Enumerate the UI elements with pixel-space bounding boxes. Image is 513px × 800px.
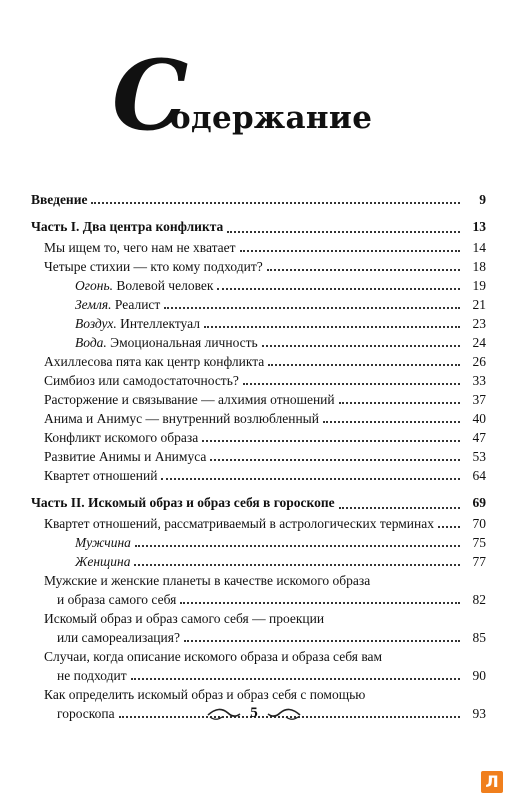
toc-entry-label — [44, 466, 157, 485]
toc-entry-page: 21 — [472, 297, 486, 312]
toc-entry-label — [44, 409, 319, 428]
watermark-logo — [481, 771, 503, 793]
toc-heading — [112, 39, 412, 152]
toc-entry-page: 26 — [472, 354, 486, 369]
toc-entry-text: Волевой человек — [112, 278, 214, 293]
toc-entry-label-line1: Как определить искомый образ и образ себя с помощью — [44, 687, 366, 702]
toc-entry-label-line1: Случаи, когда описание искомого образа и образа себя вам — [44, 649, 383, 664]
toc-entry[interactable] — [31, 371, 486, 390]
toc-entry-label — [44, 371, 239, 390]
toc-entry-label — [31, 190, 87, 209]
toc-entry-label — [57, 666, 127, 685]
dot-leader — [180, 601, 460, 604]
toc-entry-text: Развитие Анимы и Анимуса — [44, 449, 207, 464]
toc-entry-page: 53 — [472, 449, 486, 464]
toc-entry-page: 24 — [472, 335, 486, 350]
toc-entry-page: 93 — [472, 706, 486, 721]
toc-entry-label — [44, 390, 335, 409]
toc-entry[interactable] — [31, 409, 486, 428]
toc-entry-text: Квартет отношений, рассматриваемый в астрологических терминах — [44, 516, 434, 531]
dot-leader — [227, 230, 460, 233]
toc-entry-text: Часть I. Два центра конфликта — [31, 219, 224, 234]
dot-leader — [268, 363, 460, 366]
toc-entry-label — [75, 314, 200, 333]
dot-leader — [135, 544, 460, 547]
toc-entry-text: Ахиллесова пята как центр конфликта — [44, 354, 265, 369]
toc-entry-text: или самореализация? — [57, 630, 180, 645]
toc-entry[interactable] — [31, 647, 486, 685]
dot-leader — [243, 382, 460, 385]
toc-entry[interactable] — [31, 333, 486, 352]
toc-entry-text: и образа самого себя — [57, 592, 177, 607]
toc-entry-label — [75, 333, 258, 352]
toc-part-entry[interactable] — [31, 491, 486, 514]
table-of-contents — [31, 190, 486, 723]
toc-entry-term: Вода. — [75, 335, 107, 350]
toc-entry-page: 23 — [472, 316, 486, 331]
toc-entry-page: 37 — [472, 392, 486, 407]
toc-entry-label — [44, 352, 264, 371]
toc-entry[interactable] — [31, 571, 486, 609]
toc-entry-text: Четыре стихии — кто кому подходит? — [44, 259, 263, 274]
heading-drop-cap: С — [112, 39, 189, 152]
toc-entry[interactable] — [31, 428, 486, 447]
toc-entry[interactable] — [31, 314, 486, 333]
toc-entry[interactable] — [31, 390, 486, 409]
toc-entry-text: Расторжение и связывание — алхимия отношений — [44, 392, 335, 407]
toc-entry-page: 82 — [472, 592, 486, 607]
toc-entry-label — [75, 533, 131, 552]
toc-entry-page: 9 — [479, 192, 486, 207]
dot-leader — [438, 525, 460, 528]
toc-entry-page: 75 — [472, 535, 486, 550]
dot-leader — [217, 287, 460, 290]
toc-entry-page: 69 — [472, 495, 486, 510]
toc-entry-page: 40 — [472, 411, 486, 426]
toc-entry-label — [31, 491, 335, 514]
toc-entry-text: Эмоциональная личность — [106, 335, 258, 350]
toc-entry-label — [57, 628, 180, 647]
toc-entry-label — [44, 428, 198, 447]
heading-title: одержание — [170, 100, 373, 136]
dot-leader — [339, 401, 460, 404]
toc-entry-label-line1: Искомый образ и образ самого себя — проекции — [44, 611, 325, 626]
toc-entry-label — [75, 276, 213, 295]
toc-entry-text: Квартет отношений — [44, 468, 158, 483]
toc-entry-label — [75, 295, 160, 314]
toc-entry[interactable] — [31, 238, 486, 257]
toc-entry[interactable] — [31, 257, 486, 276]
toc-entry[interactable] — [31, 609, 486, 647]
toc-entry-text: Введение — [31, 192, 88, 207]
dot-leader — [240, 249, 460, 252]
toc-entry-label — [31, 215, 223, 238]
dot-leader — [161, 477, 460, 480]
dot-leader — [202, 439, 460, 442]
toc-entry-page: 47 — [472, 430, 486, 445]
toc-entry-page: 33 — [472, 373, 486, 388]
dot-leader — [204, 325, 460, 328]
toc-entry-text: Симбиоз или самодостаточность? — [44, 373, 239, 388]
dot-leader — [164, 306, 460, 309]
toc-entry-page: 19 — [472, 278, 486, 293]
toc-entry-text: гороскопа — [57, 706, 115, 721]
toc-entry-page: 14 — [472, 240, 486, 255]
toc-entry-page: 77 — [472, 554, 486, 569]
toc-entry-page: 90 — [472, 668, 486, 683]
dot-leader — [131, 677, 460, 680]
toc-entry-term: Земля. — [75, 297, 112, 312]
toc-entry-text: Реалист — [111, 297, 161, 312]
page-number: 5 — [250, 705, 258, 721]
toc-entry-label-line1: Мужские и женские планеты в качестве искомого образа — [44, 573, 371, 588]
dot-leader — [339, 506, 460, 509]
toc-entry-label — [44, 514, 434, 533]
toc-entry[interactable] — [31, 552, 486, 571]
toc-entry-page: 18 — [472, 259, 486, 274]
watermark-letter: Л — [485, 772, 499, 791]
toc-entry[interactable] — [31, 352, 486, 371]
toc-entry-term: Мужчина — [75, 535, 131, 550]
toc-entry-label — [44, 257, 263, 276]
dot-leader — [210, 458, 460, 461]
dot-leader — [323, 420, 460, 423]
toc-entry-text: Интеллектуал — [116, 316, 200, 331]
toc-entry-text: Конфликт искомого образа — [44, 430, 199, 445]
toc-entry-label — [57, 704, 115, 723]
toc-entry-text: не подходит — [57, 668, 127, 683]
toc-entry-label — [75, 552, 130, 571]
toc-entry[interactable] — [31, 295, 486, 314]
toc-entry-page: 13 — [472, 219, 486, 234]
toc-entry[interactable] — [31, 533, 486, 552]
dot-leader — [184, 639, 460, 642]
toc-entry-text: Мы ищем то, чего нам не хватает — [44, 240, 236, 255]
dot-leader — [267, 268, 460, 271]
toc-entry-text: Анима и Анимус — внутренний возлюбленный — [44, 411, 319, 426]
toc-entry-term: Женщина — [75, 554, 131, 569]
toc-part-entry[interactable] — [31, 215, 486, 238]
toc-part-entry[interactable] — [31, 190, 486, 209]
toc-entry-term: Воздух. — [75, 316, 117, 331]
toc-entry[interactable] — [31, 447, 486, 466]
dot-leader — [262, 344, 460, 347]
toc-entry-label — [57, 590, 176, 609]
toc-entry-label — [44, 447, 206, 466]
dot-leader — [91, 201, 460, 204]
toc-entry-label — [44, 238, 236, 257]
toc-entry[interactable] — [31, 276, 486, 295]
toc-entry-term: Огонь. — [75, 278, 113, 293]
toc-entry[interactable] — [31, 514, 486, 533]
toc-entry-page: 85 — [472, 630, 486, 645]
dot-leader — [134, 563, 460, 566]
toc-entry-page: 70 — [472, 516, 486, 531]
toc-entry[interactable] — [31, 466, 486, 485]
toc-entry-page: 64 — [472, 468, 486, 483]
toc-entry-text: Часть II. Искомый образ и образ себя в гороскопе — [31, 495, 335, 510]
